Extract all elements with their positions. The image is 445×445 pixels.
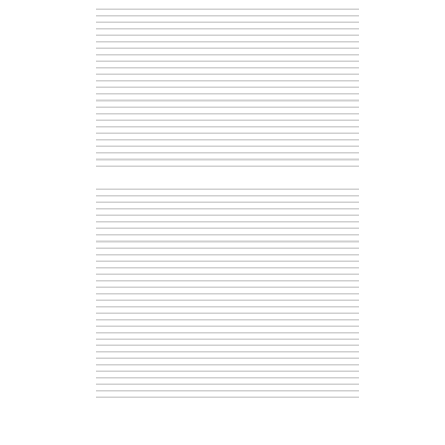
paragraph: [96, 45, 359, 163]
dialogue-line: [96, 6, 359, 19]
text-part-two: [96, 186, 359, 402]
paragraph: [96, 355, 359, 401]
dialogue-line: [96, 271, 359, 310]
paragraph: [96, 310, 359, 336]
paragraph: [96, 186, 359, 245]
section-break: [96, 170, 359, 186]
dialogue-line: [96, 258, 359, 271]
paragraph: [96, 19, 359, 45]
dialogue-line: [96, 342, 359, 355]
text-part-one: [96, 6, 359, 170]
dialogue-line: [96, 245, 359, 258]
